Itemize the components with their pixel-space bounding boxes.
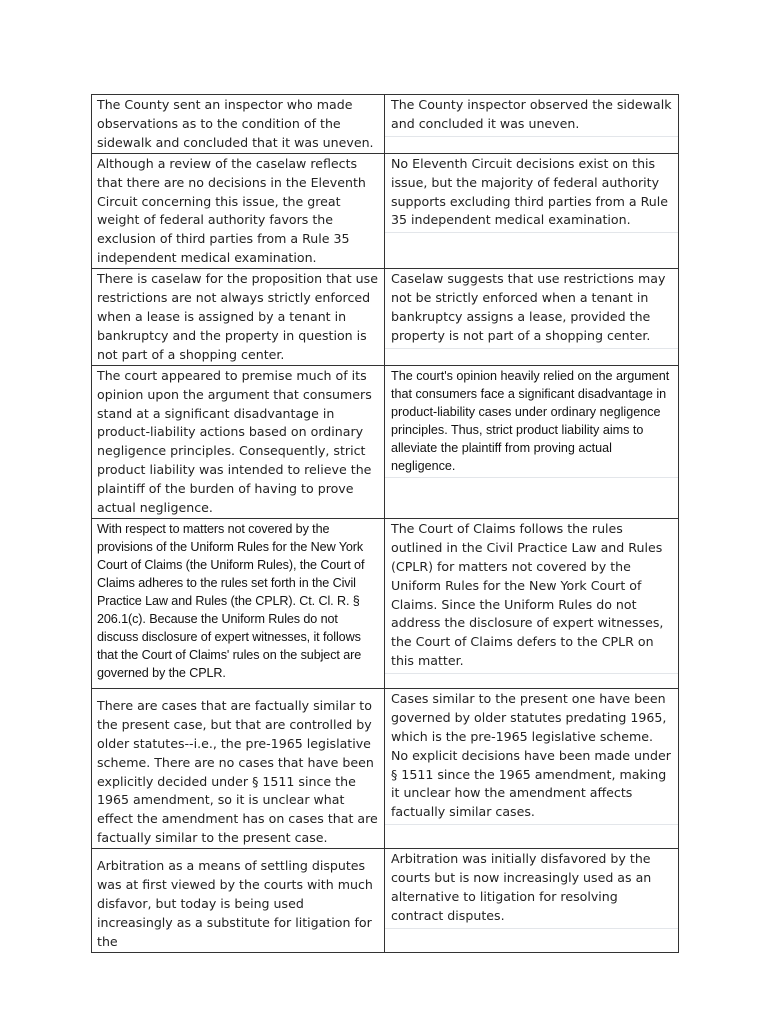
original-text-cell xyxy=(92,849,385,953)
original-text: Although a review of the caselaw reflects that there are no decisions in the Eleventh Circuit concerning this issue, the great weight of federal authority favors the exclusion of third parties from a Rule 35 independent medical examination. xyxy=(97,155,366,266)
paraphrase-text-cell xyxy=(385,365,679,518)
original-text-cell xyxy=(92,365,385,518)
original-text-cell xyxy=(92,153,385,268)
paraphrase-text-cell xyxy=(385,518,679,688)
original-text: Arbitration as a means of settling disputes was at first viewed by the courts with much disfavor, but today is being used increasingly as a substitute for litigation for the xyxy=(97,858,373,949)
table-row xyxy=(92,365,679,518)
original-text-cell xyxy=(92,688,385,848)
paraphrase-text-cell xyxy=(385,269,679,366)
original-text-cell xyxy=(92,95,385,154)
paraphrase-text: The Court of Claims follows the rules outlined in the Civil Practice Law and Rules (CPLR) for matters not covered by the Uniform Rules for the New York Court of Claims. Since the Uniform Rules do not address the disclosure of expert witnesses, the Court of Claims defers to the CPLR on this matter. xyxy=(385,519,678,674)
paraphrase-text: The County inspector observed the sidewalk and concluded it was uneven. xyxy=(385,95,678,137)
original-text-cell xyxy=(92,518,385,688)
original-text: There are cases that are factually similar to the present case, but that are controlled by older statutes--i.e., the pre-1965 legislative scheme. There are no cases that have been explicitly decided under § 1511 since the 1965 amendment, so it is unclear what effect the amendment has on cases that are factually similar to the present case. xyxy=(97,697,378,846)
paraphrase-text: Arbitration was initially disfavored by the courts but is now increasingly used as an alternative to litigation for resolving contract disputes. xyxy=(385,849,678,929)
paraphrase-text: No Eleventh Circuit decisions exist on this issue, but the majority of federal authority supports excluding third parties from a Rule 35 independent medical examination. xyxy=(385,154,678,234)
paraphrase-text-cell xyxy=(385,849,679,953)
paraphrase-text-cell xyxy=(385,153,679,268)
table-row xyxy=(92,153,679,268)
table-row xyxy=(92,518,679,688)
paraphrase-text-cell xyxy=(385,688,679,848)
paraphrase-text-cell xyxy=(385,95,679,154)
original-text-cell xyxy=(92,269,385,366)
paraphrase-text: Cases similar to the present one have been governed by older statutes predating 1965, which is the pre-1965 legislative scheme. No explicit decisions have been made under § 1511 since the 1965 amendment, making it unclear how the amendment affects factually similar cases. xyxy=(385,689,678,825)
original-text: There is caselaw for the proposition that use restrictions are not always strictly enforced when a lease is assigned by a tenant in bankruptcy and the property in question is not part of a shopping center. xyxy=(97,271,378,362)
paraphrase-text: Caselaw suggests that use restrictions may not be strictly enforced when a tenant in bankruptcy assigns a lease, provided the property is not part of a shopping center. xyxy=(385,269,678,349)
original-text: The court appeared to premise much of its opinion upon the argument that consumers stand at a significant disadvantage in product-liability actions based on ordinary negligence principles. Consequently, strict product liability was intended to relieve the plaintiff of the burden of having to prove actual negligence. xyxy=(97,367,372,516)
table-row xyxy=(92,849,679,953)
table-row xyxy=(92,95,679,154)
original-text: The County sent an inspector who made observations as to the condition of the sidewalk and concluded that it was uneven. xyxy=(97,97,374,150)
table-row xyxy=(92,269,679,366)
comparison-table xyxy=(91,94,679,953)
original-text: With respect to matters not covered by the provisions of the Uniform Rules for the New York Court of Claims (the Uniform Rules), the Court of Claims adheres to the rules set forth in the Civil Practice Law and Rules (the CPLR). Ct. Cl. R. § 206.1(c). Because the Uniform Rules do not discuss disclosure of expert witnesses, it follows that the Court of Claims' rules on the subject are governed by the CPLR. xyxy=(97,521,365,680)
paraphrase-text: The court's opinion heavily relied on the argument that consumers face a significant disadvantage in product-liability cases under ordinary negligence principles. Thus, strict product liability aims to alleviate the plaintiff from proving actual negligence. xyxy=(385,366,678,478)
table-row xyxy=(92,688,679,848)
